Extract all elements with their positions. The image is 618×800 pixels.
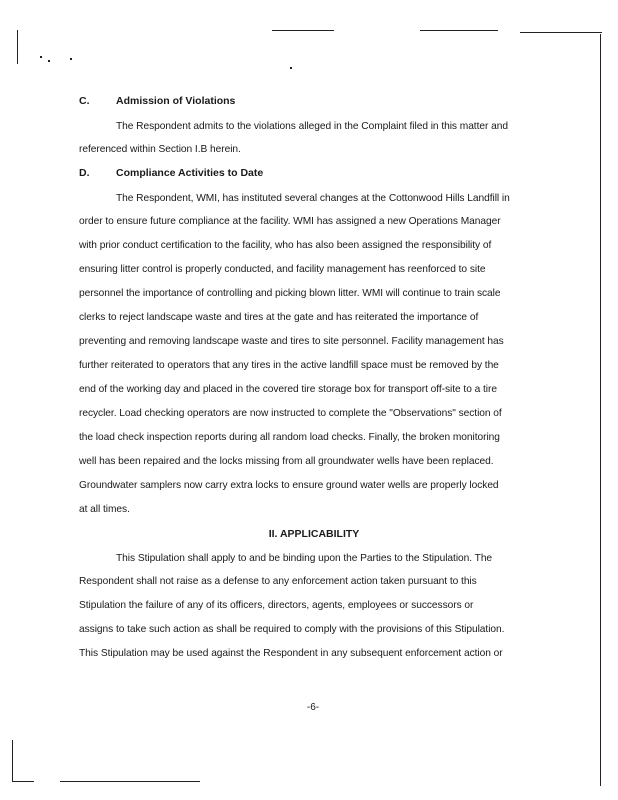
section-d-line: Groundwater samplers now carry extra locks to ensure ground water wells are properly locked (79, 480, 499, 491)
scan-specks-3 (70, 58, 72, 60)
applicability-line: Respondent shall not raise as a defense to any enforcement action taken pursuant to this (79, 576, 477, 587)
section-d-line: personnel the importance of controlling and picking blown litter. WMI will continue to train scale (79, 288, 501, 299)
section-d-line: the load check inspection reports during all random load checks. Finally, the broken monitoring (79, 432, 500, 443)
applicability-line: assigns to take such action as shall be required to comply with the provisions of this Stipulation. (79, 624, 505, 635)
section-c-line: The Respondent admits to the violations alleged in the Complaint filed in this matter and (116, 121, 508, 132)
section-d-line: further reiterated to operators that any tires in the active landfill space must be removed by the (79, 360, 499, 371)
section-d-title: Compliance Activities to Date (116, 167, 264, 179)
section-d-line: well has been repaired and the locks missing from all groundwater wells have been replaced. (79, 456, 494, 467)
section-c-line: referenced within Section I.B herein. (79, 144, 241, 155)
section-c-title: Admission of Violations (116, 95, 236, 107)
section-d-number: D. (79, 167, 90, 179)
scan-border-left-top (17, 30, 18, 64)
page-number: -6- (306, 702, 320, 713)
scan-line-top-3 (520, 32, 602, 33)
scan-line-bottom-left (12, 781, 34, 782)
scan-line-bottom (60, 781, 200, 782)
section-d-line: end of the working day and placed in the covered tire storage box for transport off-site to a tire (79, 384, 497, 395)
section-d-line: preventing and removing landscape waste and tires to site personnel. Facility management has (79, 336, 504, 347)
applicability-line: This Stipulation shall apply to and be binding upon the Parties to the Stipulation. The (116, 553, 493, 564)
scan-specks (40, 56, 42, 58)
scan-dot (290, 67, 292, 69)
scan-line-top-1 (272, 30, 334, 31)
scan-border-left-bottom (12, 740, 13, 782)
applicability-line: Stipulation the failure of any of its officers, directors, agents, employees or successors or (79, 600, 474, 611)
applicability-heading: II. APPLICABILITY (268, 528, 360, 540)
section-c-heading (79, 95, 235, 107)
section-d-line: The Respondent, WMI, has instituted several changes at the Cottonwood Hills Landfill in (116, 193, 510, 204)
section-d-line: order to ensure future compliance at the facility. WMI has assigned a new Operations Manager (79, 216, 501, 227)
section-d-line: ensuring litter control is properly conducted, and facility management has reenforced to site (79, 264, 486, 275)
scan-line-top-2 (420, 30, 498, 31)
section-d-line: recycler. Load checking operators are now instructed to complete the "Observations" section of (79, 408, 502, 419)
scan-border-right (600, 34, 601, 786)
applicability-line: This Stipulation may be used against the Respondent in any subsequent enforcement action or (79, 648, 503, 659)
section-d-line: clerks to reject landscape waste and tires at the gate and has reiterated the importance of (79, 312, 479, 323)
section-d-line: at all times. (79, 504, 130, 515)
section-d-line: with prior conduct certification to the facility, who has also been assigned the responsibility of (79, 240, 492, 251)
section-d-heading (79, 167, 263, 179)
section-c-number: C. (79, 95, 90, 107)
scan-specks-2 (48, 60, 50, 62)
